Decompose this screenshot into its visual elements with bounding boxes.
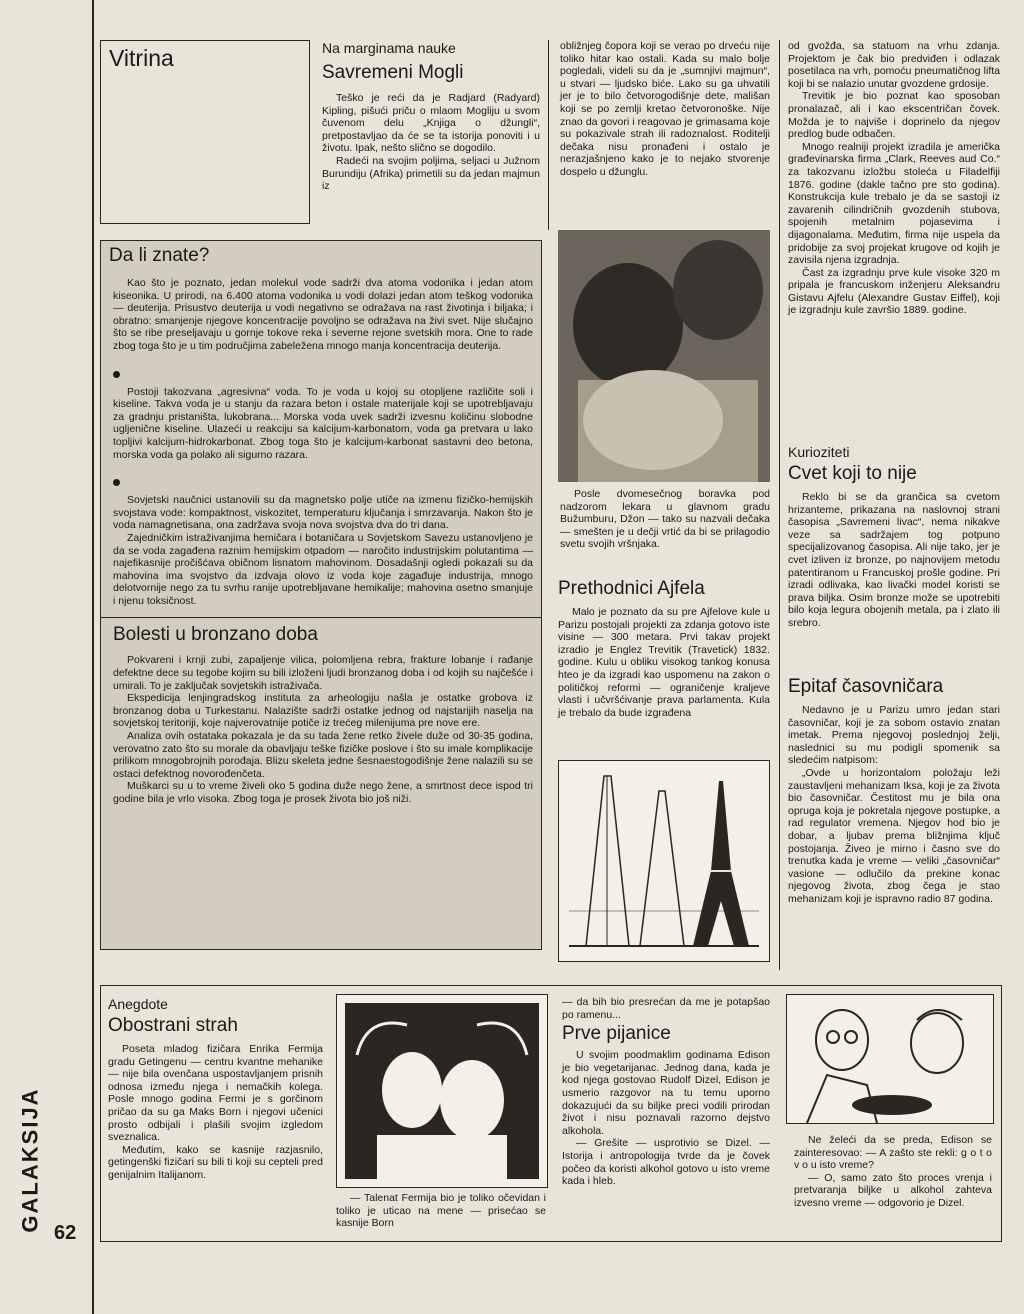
section-title: Da li znate?	[109, 245, 210, 266]
article-title: Cvet koji to nije	[788, 463, 917, 484]
pijanice-article	[562, 996, 770, 1188]
paragraph: Pokvareni i krnji zubi, zapaljenje vilica, polomljena rebra, frakture lobanje i rađanje defektne dece su tegobe kojim su bili izloženi ljudi bronzanog doba i od kojih su najčešće i umirali. To je zaključak sovjetskih istraživača.	[113, 654, 533, 692]
article-title: Obostrani strah	[108, 1015, 238, 1036]
paragraph: Muškarci su u to vreme živeli oko 5 godina duže nego žene, a smrtnost dece ispod tri godine bila je vrlo visoka. Zbog toga je prosek života bio još niži.	[113, 780, 533, 805]
paragraph: — Grešite — usprotivio se Dizel. — Istorija i antropologija tvrde da je čovek počeo da koristi alkohol gotovo u isto vreme kada i hleb.	[562, 1137, 770, 1188]
anegdote-article	[108, 996, 323, 1182]
paragraph: Postoji takozvana „agresivna“ voda. To je voda u kojoj su otopljene različite soli i kiseline. Takva voda je u stanju da razara beton i ostale materijale koji se upotrebljavaju za gradnju pristaništa, lukobrana... Morska voda uvek sadrži izvesnu količinu slobodne ugljenične kiseline. Ulazeći u reakciju sa kalcijum-karbonatom, voda ga pretvara u lako topljivi kalcijum-hidrokarbonat. Zbog toga što je kalcijum-karbonat sastavni deo betona, morska voda ga polako ali sigurno razara.	[113, 385, 533, 461]
kicker: Anegdote	[108, 996, 168, 1012]
vitrina-box	[100, 40, 310, 224]
kicker: Na marginama nauke	[322, 40, 456, 56]
section-title: Vitrina	[109, 45, 174, 71]
paragraph: Mnogo realniji projekt izradila je američka građevinarska firma „Clark, Reeves aud Co.“ za takozvanu izložbu stoleća u Filadelfiji 1876. godine (dakle tačno pre sto godina). Konstrukcija kule trebalo je da se sastoji iz zavarenih cilindričnih gvozdenih stubova, spojenih metalnim pojasevima i dijagonalama. Međutim, firma nije uspela da pridobije za svoj projekat krugove od kojih je zavisila njena izgradnja.	[788, 140, 1000, 267]
paragraph: od gvožđa, sa statuom na vrhu zdanja. Projektom je čak bio predviđen i odlazak posetilaca na vrh, pomoću pneumatičnog lifta koji bi se nalazio unutar gvozdene grdosije.	[788, 40, 1000, 90]
photo-caption: Posle dvomesečnog boravka pod nadzorom lekara u glavnom gradu Bužumburu, Džon — tako su nazvali dečaka — smešten je u dečji vrtić da bi se prilagodio svetu svojih vršnjaka.	[560, 488, 770, 551]
paragraph: Poseta mladog fizičara Enrika Fermija gradu Getingenu — centru kvantne mehanike — nije bila ovenčana uspostavljanjem prisnih odnosa između njega i nemačkih kolega. Posle mnogo godina Fermi je s gorčinom pričao da su ga Maks Born i njegovi učenici prosto odbijali i plašili svojim izgledom sveznalica.	[108, 1043, 323, 1144]
paragraph: — da bih bio presrećan da me je potapšao po ramenu...	[562, 996, 770, 1021]
bullet-icon	[113, 479, 120, 486]
paragraph: Ekspedicija lenjingradskog instituta za arheologiju našla je ostatke grobova iz bronzanog doba u Turkestanu. Nalazište sadrži ostatke jednog od najstarijih naselja na sovjetskoj teritoriji, koje najverovatnije potiče iz trećeg milenijuma pre nove ere.	[113, 692, 533, 730]
paragraph: Malo je poznato da su pre Ajfelove kule u Parizu postojali projekti za zdanja gotovo iste visine — 300 metara. Prvi takav projekt izradio je Englez Trevitik (Travetick) 1832. godine. Kulu u obliku visokog tankog konusa hteo je da izgradi kao uspomenu na zakon o političkoj reformi — ograničenje kraljeve vlasti i učvršćivanje prava parlamenta. Kula je trebalo da bude izgrađena	[558, 606, 770, 719]
dali-znate-box	[100, 240, 542, 950]
ajfel-continued	[788, 40, 1000, 317]
paragraph: Čast za izgradnju prve kule visoke 320 m pripala je francuskom inženjeru Aleksandru Gistavu Ajfelu (Alexandre Gustav Eiffel), koji je izgradnju kule završio 1889. godine.	[788, 266, 1000, 317]
article-title: Epitaf časovničara	[788, 676, 944, 697]
edison-caption: Ne želeći da se preda, Edison se zainteresovao: — A zašto ste rekli: g o t o v o u isto vreme? — O, samo zato što proces vrenja i pretvaranja biljke u alkohol zahteva izvesno vreme — odgovorio je Dizel.	[794, 1134, 992, 1209]
boy-photo	[558, 230, 770, 482]
magazine-name: GALAKSIJA	[18, 1087, 43, 1233]
towers-illustration	[558, 760, 770, 962]
fermi-caption: — Talenat Fermija bio je toliko očevidan i toliko je uticao na mene — prisećao se kasnije Born	[336, 1192, 546, 1230]
paragraph: Nedavno je u Parizu umro jedan stari časovničar, koji je za sobom ostavio znatan imetak. Prema njegovoj poslednjoj želji, naslednici su mu podigli spomenik sa sledećim natpisom:	[788, 704, 1000, 767]
kicker: Kurioziteti	[788, 444, 850, 460]
ajfel-article	[558, 578, 770, 719]
mogli-continued	[560, 40, 770, 179]
paragraph: Teško je reći da je Radjard (Radyard) Kipling, pišući priču o mlaom Mogliju u svom čuvenom delu „Knjiga o džungli“, pretpostavljao da će se ta istorija ponoviti i u životu. Ipak, nešto slično se dogodilo.	[322, 92, 540, 155]
paragraph: Kao što je poznato, jedan molekul vode sadrži dva atoma vodonika i jedan atom kiseonika. U prirodi, na 6.400 atoma vodonika u vodi dolazi jedan atom teškog vodonika — deuterija. Prisustvo deuterija u vodi negativno se odražava na rast životinja i biljaka; i obratno: smanjenje njegove koncentracije povoljno se odražava na živi svet. Nije slučajno što se ribe preseljavaju u gornje tokove reka i severne rejone svetskih mora. One to rade zbog toga što je u tim područjima zabeležena mnogo manja koncentracija deuterija.	[113, 277, 533, 352]
article-title: Savremeni Mogli	[322, 62, 464, 83]
bullet-icon	[113, 371, 120, 378]
paragraph: obližnjeg čopora koji se verao po drveću nije toliko hitar kao ostali. Kada su malo bolje pogledali, videli su da je „sumnjivi majmun“, u stvari — ljudsko biće. Lako su ga uhvatili jer je to bilo četvorogodišnje dete, mališan koji se po zemlji kretao četvoronoške. Nije znao da govori i reagovao je grimasama koje su pokazivale strah ili radoznalost. Roditelji dečaka nisu pronađeni i ostalo je nerazjašnjeno kako je to nejako stvorenje dospelo u džunglu.	[560, 40, 770, 178]
paragraph: Radeći na svojim poljima, seljaci u Južnom Burundiju (Afrika) primetili su da jedan majmun iz	[322, 154, 540, 193]
edison-diesel-illustration	[786, 994, 994, 1124]
paragraph: Trevitik je bio poznat kao sposoban pronalazač, ali i kao ekscentričan čovek. Možda je to najviše i doprinelo da njegov predlog bude odbačen.	[788, 90, 1000, 141]
mogli-article	[322, 40, 540, 193]
paragraph: Sovjetski naučnici ustanovili su da magnetsko polje utiče na izmenu fizičko-hemijskih svojstava vode: kompaktnost, viskozitet, temperaturu ključanja i smrzavanja. Nakon što je voda namagnetisana, ona zadržava svoja nova svojstva dva do tri dana.	[113, 494, 533, 532]
kuriozitet-article	[788, 444, 1000, 630]
paragraph: Analiza ovih ostataka pokazala je da su tada žene retko živele duže od 30-35 godina, verovatno zato što su morale da obavljaju teške fizičke poslove i što su imale komplikacije prilikom mnogobrojnih porođaja. Blizu skeleta jedne šesnaestogodišnje žene nalazili su se ostaci defektnog novorođenčeta.	[113, 730, 533, 780]
paragraph: Međutim, kako se kasnije razjasnilo, getingenški fizičari su bili ti koji su cepteli pred genijalnim Italijanom.	[108, 1143, 323, 1181]
paragraph: Reklo bi se da grančica sa cvetom hrizanteme, prikazana na naslovnoj strani časopisa „Savremeni livac“, nema nikakve veze sa sadržajem tog potpuno specijalizovanog časopisa. Ali nije tako, jer je cvet izliven iz bronze, po najnovijem metodu patentiranom u Francuskoj prošle godine. Pri izradi odlivaka, kao livački model koristi se prava biljka. Osim bronze može se upotrebiti bilo koja legura obojenih metala, pa i zlato ili srebro.	[788, 491, 1000, 629]
article-title: Prethodnici Ajfela	[558, 578, 705, 599]
article-title: Prve pijanice	[562, 1023, 671, 1045]
paragraph: „Ovde u horizontalom položaju leži zaustavljeni mehanizam Iksa, koji je za života bio časovničar. Čestitost mu je bila ona opruga koja je pokretala njegove postupke, a rad regulator vremena. Njegov hod bio je dobar, a ljubav prema bližnjima ključ postojanja. Živeo je mirno i časno sve do trenutka kada je vreme — veliki „časovničar“ vasione — odlučilo da prekine konac njegovog života, zbog čega je stao mehanizam koji je ispravno radio 87 godina.	[788, 766, 1000, 905]
paragraph: Zajedničkim istraživanjima hemičara i botaničara u Sovjetskom Savezu ustanovljeno je da se voda zagađena raznim hemijskim otpadom — naročito industrijskim polutantima — najefikasnije pročišćava običnom lisnatom mahovinom. Dosadašnji ogledi pokazali su da mahovina ima svojstvo da izdvaja olovo iz voda koje zagađuje industrija, mnogo delotvornije nego za tu svrhu ranije upotrebljavane hemikalije; mahovina osetno smanjuje i njenu toksičnost.	[113, 531, 533, 607]
paragraph: U svojim poodmaklim godinama Edison je bio vegetarijanac. Jednog dana, kada je kod njega gostovao Rudolf Dizel, Edison je usmerio razgovor na tu temu uporno dokazujući da su biljke preci vodili prirodan život i nisu poznavali razorno dejstvo alkohola.	[562, 1049, 770, 1137]
article-title: Bolesti u bronzano doba	[113, 624, 318, 646]
epitaf-article	[788, 676, 1000, 906]
fermi-born-illustration	[336, 994, 548, 1188]
page-number: 62	[54, 1222, 77, 1244]
